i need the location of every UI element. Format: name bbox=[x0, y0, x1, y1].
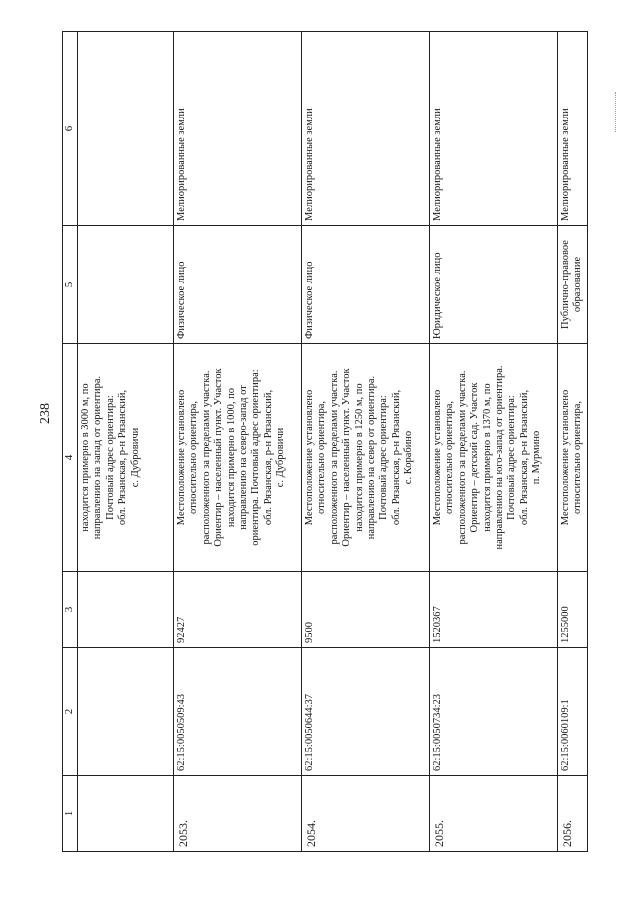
land-category bbox=[78, 32, 174, 226]
table-row bbox=[430, 32, 558, 852]
rotated-table-container bbox=[62, 32, 584, 852]
area-value bbox=[78, 572, 174, 648]
land-category: Мелиорированные земли bbox=[302, 32, 430, 226]
cadastral-number: 62:15:0050734:23 bbox=[430, 648, 558, 776]
row-number: 2056. bbox=[558, 776, 588, 852]
holder-type bbox=[78, 226, 174, 344]
header-col-2: 2 bbox=[63, 648, 78, 776]
land-category: Мелиорированные земли bbox=[174, 32, 302, 226]
location-description: Местоположение установлено относительно ориентира, расположенного за пределами участка. Ориентир – населенный пункт. Участок находится примерно в 1250 м, по направлению на север от ориентира. Почтовый адрес ориентира: обл. Рязанская, р-н Рязанский, с. Корабино bbox=[302, 344, 430, 572]
cadastral-number: 62:15:0050509:43 bbox=[174, 648, 302, 776]
holder-type: Физическое лицо bbox=[174, 226, 302, 344]
land-category: Мелиорированные земли bbox=[558, 32, 588, 226]
location-description: Местоположение установлено относительно ориентира, bbox=[558, 344, 588, 572]
location-description: находится примерно в 3000 м, по направлению на запад от ориентира. Почтовый адрес ориентира: обл. Рязанская, р-н Рязанский, с. Дубровичи bbox=[78, 344, 174, 572]
header-col-1: 1 bbox=[63, 776, 78, 852]
table-row bbox=[558, 32, 588, 852]
row-number: 2055. bbox=[430, 776, 558, 852]
row-number bbox=[78, 776, 174, 852]
area-value: 92427 bbox=[174, 572, 302, 648]
page-number: 238 bbox=[38, 403, 53, 424]
cadastral-number: 62:15:0050644:37 bbox=[302, 648, 430, 776]
land-category: Мелиорированные земли bbox=[430, 32, 558, 226]
header-col-4: 4 bbox=[63, 344, 78, 572]
area-value: 1520367 bbox=[430, 572, 558, 648]
holder-type: Физическое лицо bbox=[302, 226, 430, 344]
location-description: Местоположение установлено относительно ориентира, расположенного за пределами участка. Ориентир – населенный пункт. Участок находится примерно в 1000, по направлению на северо-запад от ориентира. Почтовый адрес ориентира: обл. Рязанская, р-н Рязанский, с. Дубровичи bbox=[174, 344, 302, 572]
cadastral-number bbox=[78, 648, 174, 776]
table-row bbox=[78, 32, 174, 852]
area-value: 1255000 bbox=[558, 572, 588, 648]
location-description: Местоположение установлено относительно ориентира, расположенного за пределами участка. Ориентир – детский сад. Участок находится примерно в 1370 м, по направлению на юго-запад от ориентира. Почтовый адрес ориентира: обл. Рязанская, р-н Рязанский, п. Мурмино bbox=[430, 344, 558, 572]
table-row bbox=[302, 32, 430, 852]
scan-artifact bbox=[615, 92, 630, 132]
table-row bbox=[174, 32, 302, 852]
row-number: 2053. bbox=[174, 776, 302, 852]
header-col-6: 6 bbox=[63, 32, 78, 226]
holder-type: Публично-правовое образование bbox=[558, 226, 588, 344]
header-col-3: 3 bbox=[63, 572, 78, 648]
row-number: 2054. bbox=[302, 776, 430, 852]
cadastral-number: 62:15:0060109:1 bbox=[558, 648, 588, 776]
holder-type: Юридическое лицо bbox=[430, 226, 558, 344]
header-col-5: 5 bbox=[63, 226, 78, 344]
header-row bbox=[63, 32, 78, 852]
area-value: 9500 bbox=[302, 572, 430, 648]
land-registry-table bbox=[62, 31, 588, 852]
